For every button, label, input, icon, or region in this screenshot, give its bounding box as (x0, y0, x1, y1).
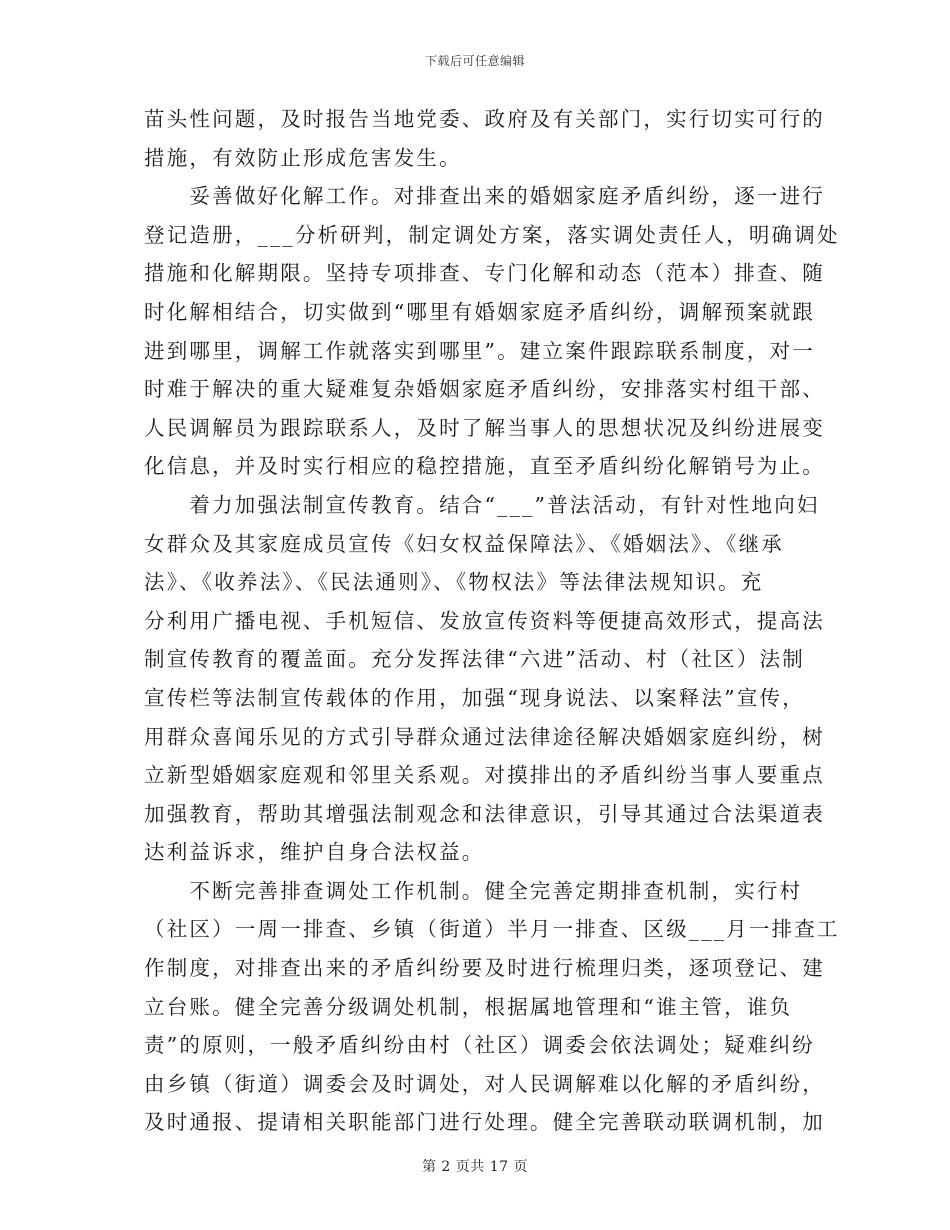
text-line: 妥善做好化解工作。对排查出来的婚姻家庭矛盾纠纷，逐一进行 (144, 184, 825, 209)
text-line: 不断完善排查调处工作机制。健全完善定期排查机制，实行村 (144, 878, 803, 903)
text-line: 宣传栏等法制宣传载体的作用，加强“现身说法、以案释法”宣传， (144, 685, 805, 710)
text-line: 加强教育，帮助其增强法制观念和法律意识，引导其通过合法渠道表 (144, 801, 825, 826)
text-line: 作制度，对排查出来的矛盾纠纷要及时进行梳理归类，逐项登记、建 (144, 956, 825, 981)
text-line: 立新型婚姻家庭观和邻里关系观。对摸排出的矛盾纠纷当事人要重点 (144, 763, 825, 788)
document-body (144, 100, 840, 1142)
text-line: 时难于解决的重大疑难复杂婚姻家庭矛盾纠纷，安排落实村组干部、 (144, 377, 825, 402)
text-line: 人民调解员为跟踪联系人，及时了解当事人的思想状况及纠纷进展变 (144, 415, 825, 440)
text-line: 立台账。健全完善分级调处机制，根据属地管理和“谁主管，谁负 (144, 994, 793, 1019)
text-line: 责”的原则，一般矛盾纠纷由村（社区）调委会依法调处；疑难纠纷 (144, 1033, 815, 1058)
text-line: 制宣传教育的覆盖面。充分发挥法律“六进”活动、村（社区）法制 (144, 647, 805, 672)
text-line: 及时通报、提请相关职能部门进行处理。健全完善联动联调机制，加 (144, 1110, 825, 1135)
text-line: 化信息，并及时实行相应的稳控措施，直至矛盾纠纷化解销号为止。 (144, 454, 825, 479)
text-line: 着力加强法制宣传教育。结合“___”普法活动，有针对性地向妇 (144, 492, 820, 517)
text-line: 时化解相结合，切实做到“哪里有婚姻家庭矛盾纠纷，调解预案就跟 (144, 299, 815, 324)
text-line: 女群众及其家庭成员宣传《妇女权益保障法》、《婚姻法》、《继承 (144, 531, 784, 556)
text-line: 措施和化解期限。坚持专项排查、专门化解和动态（范本）排查、随 (144, 261, 825, 286)
text-line: （社区）一周一排查、乡镇（街道）半月一排查、区级___月一排查工 (144, 917, 840, 942)
text-line: 分利用广播电视、手机短信、发放宣传资料等便捷高效形式，提高法 (144, 608, 825, 633)
text-line: 进到哪里，调解工作就落实到哪里”。建立案件跟踪联系制度，对一 (144, 338, 815, 363)
page-header: 下载后可任意编辑 (424, 54, 525, 68)
page-footer: 第 2 页共 17 页 (421, 1159, 529, 1175)
text-line: 苗头性问题，及时报告当地党委、政府及有关部门，实行切实可行的 (144, 107, 825, 131)
text-line: 法》、《收养法》、《民法通则》、《物权法》等法律法规知识。充 (144, 570, 764, 595)
text-line: 达利益诉求，维护自身合法权益。 (144, 840, 485, 865)
text-line: 由乡镇（街道）调委会及时调处，对人民调解难以化解的矛盾纠纷， (144, 1071, 825, 1096)
text-line: 用群众喜闻乐见的方式引导群众通过法律途径解决婚姻家庭纠纷，树 (144, 724, 825, 749)
text-line: 措施，有效防止形成危害发生。 (144, 145, 462, 170)
text-line: 登记造册，___分析研判，制定调处方案，落实调处责任人，明确调处 (144, 222, 840, 247)
